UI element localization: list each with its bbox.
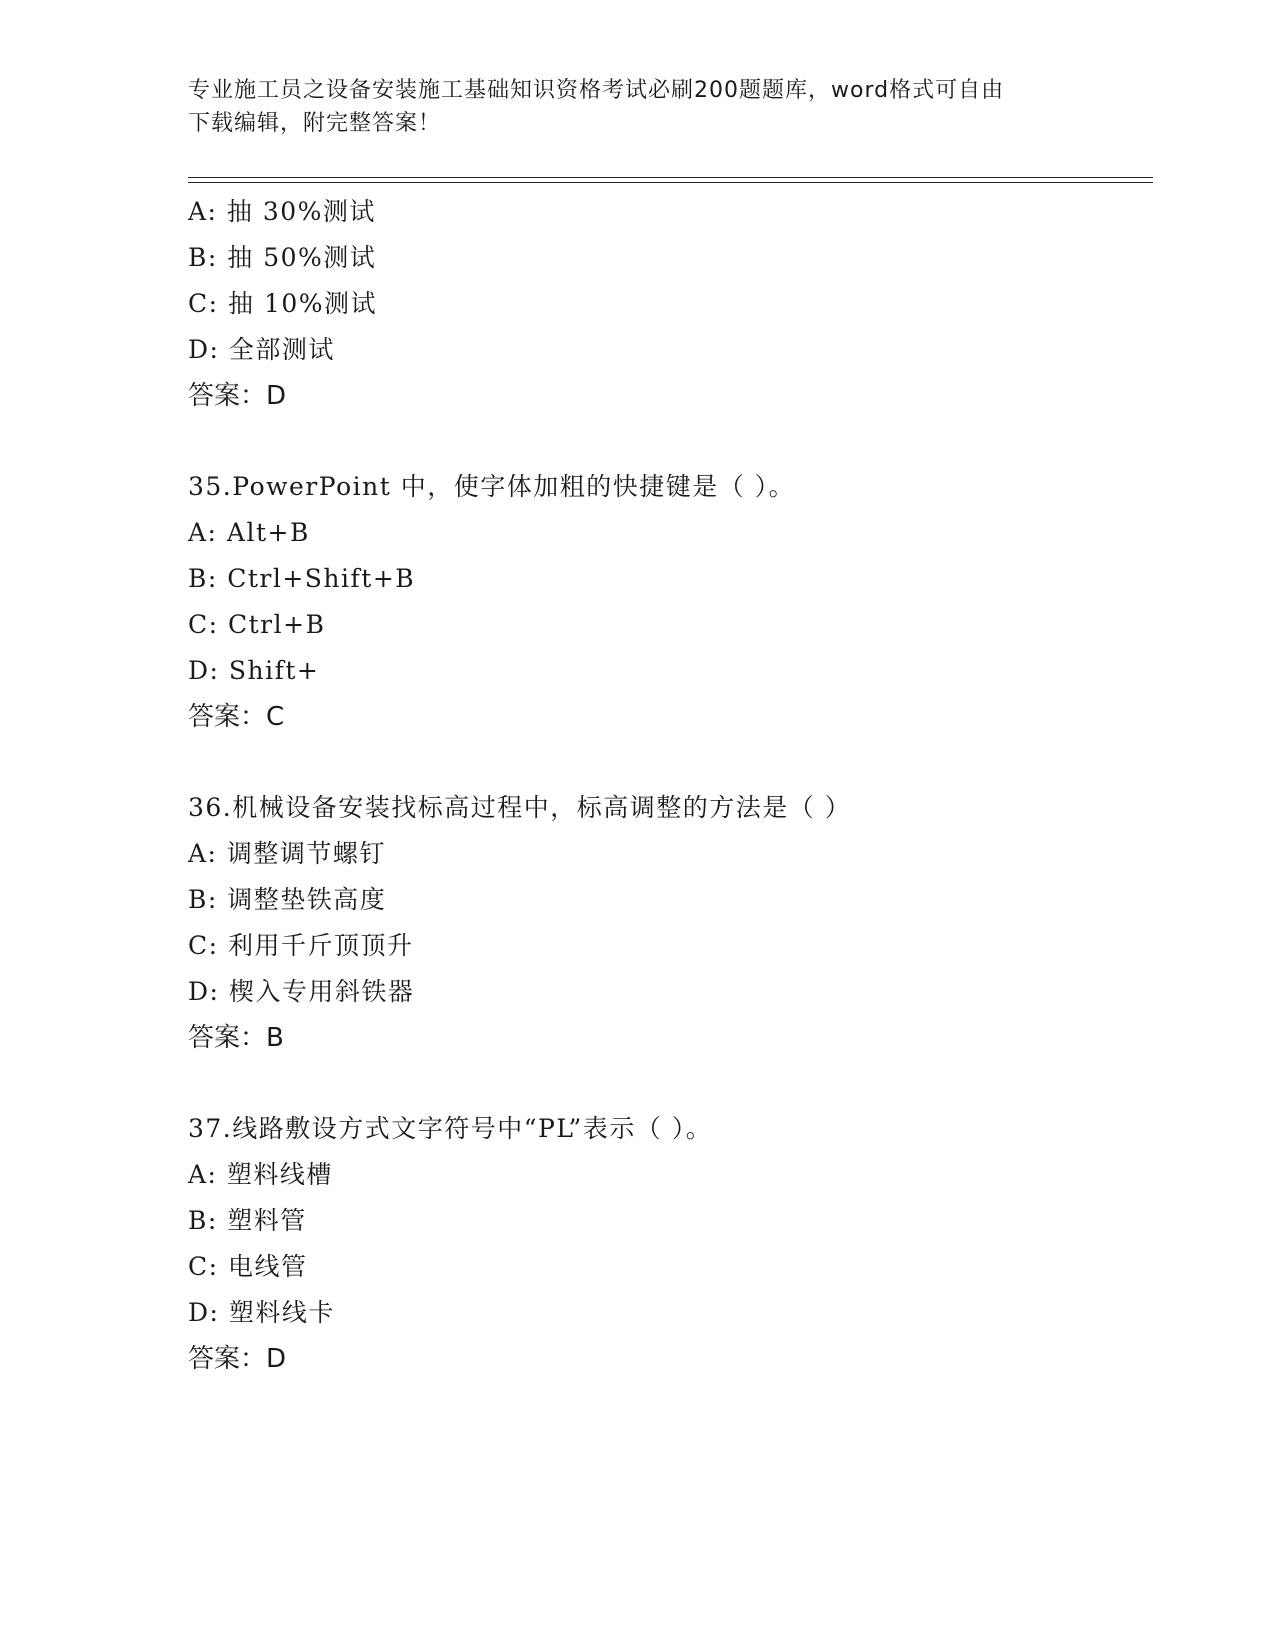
header-divider-top [188,177,1153,178]
option-d: D: 全部测试 [188,335,335,364]
option-b: B: 抽 50%测试 [188,243,377,272]
answer-line: 答案：B [188,1023,284,1053]
option-c: C: 抽 10%测试 [188,289,378,318]
option-b: B: 调整垫铁高度 [188,885,387,914]
question-text: 36.机械设备安装找标高过程中，标高调整的方法是（ ） [188,793,852,822]
option-d: D: 楔入专用斜铁器 [188,977,415,1006]
question-block-36 [188,785,1148,1061]
question-block-34 [188,189,1148,419]
question-text: 37.线路敷设方式文字符号中“PL”表示（ ）。 [188,1114,713,1143]
option-b: B: Ctrl+Shift+B [188,564,416,593]
option-b: B: 塑料管 [188,1206,307,1235]
header-line-1: 专业施工员之设备安装施工基础知识资格考试必刷200题题库，word格式可自由 [188,78,1005,103]
option-d: D: Shift+ [188,656,320,685]
header-line-2: 下载编辑，附完整答案！ [188,111,442,136]
option-c: C: 利用千斤顶顶升 [188,931,414,960]
question-text: 35.PowerPoint 中，使字体加粗的快捷键是（ ）。 [188,472,796,501]
option-c: C: Ctrl+B [188,610,326,639]
option-a: A: 塑料线槽 [188,1160,333,1189]
option-d: D: 塑料线卡 [188,1298,335,1327]
option-a: A: 调整调节螺钉 [188,839,386,868]
answer-line: 答案：C [188,702,285,732]
option-a: A: 抽 30%测试 [188,197,376,226]
answer-line: 答案：D [188,1344,287,1374]
answer-line: 答案：D [188,381,287,411]
question-block-37 [188,1106,1148,1382]
question-list [188,189,1148,1382]
document-header [188,74,1068,140]
header-divider-bottom [188,182,1153,183]
option-a: A: Alt+B [188,518,310,547]
option-c: C: 电线管 [188,1252,308,1281]
question-block-35 [188,464,1148,740]
